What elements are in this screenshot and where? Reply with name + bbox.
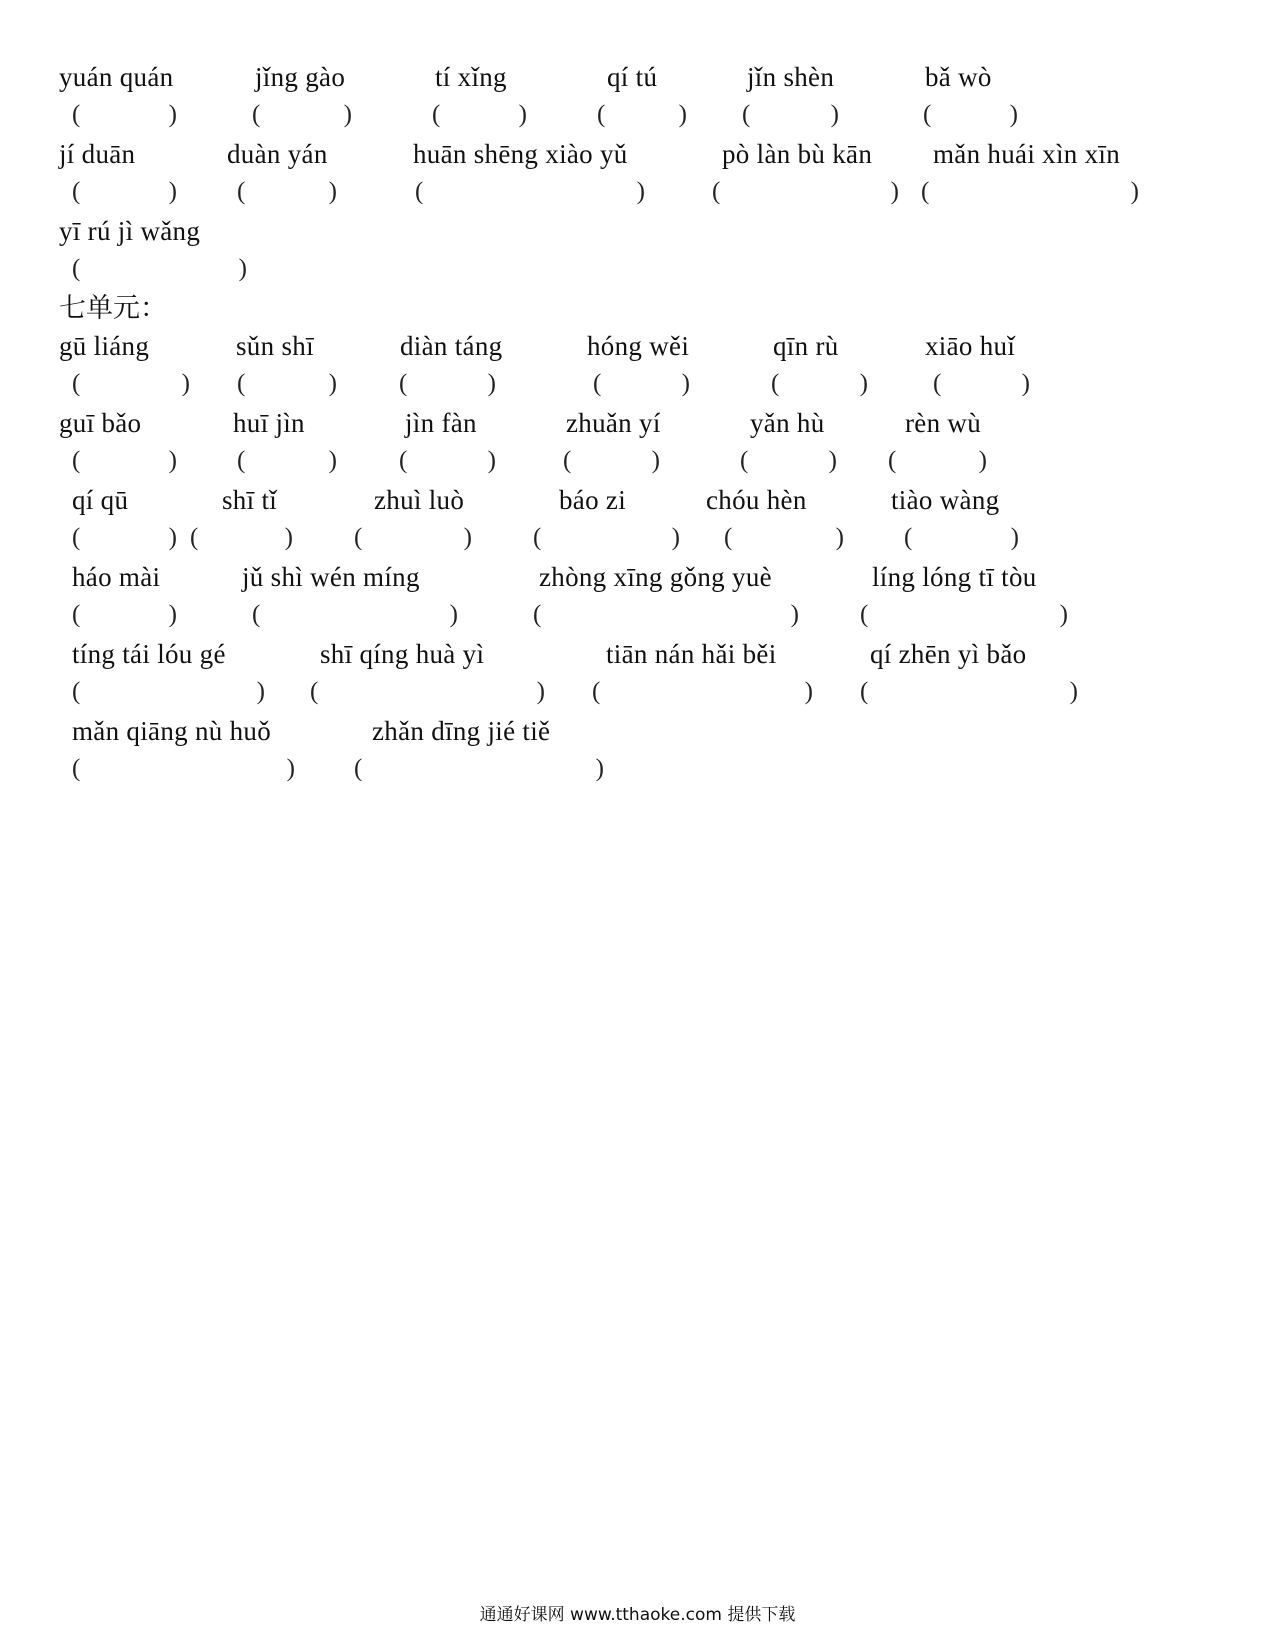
close-paren: ) — [284, 524, 293, 551]
answer-blank[interactable] — [72, 521, 177, 555]
pinyin-text: duàn yán — [227, 139, 328, 169]
pinyin-text: pò làn bù kān — [722, 139, 873, 169]
open-paren: ( — [597, 101, 606, 128]
answer-blank[interactable] — [354, 521, 472, 555]
answer-blank[interactable] — [415, 175, 645, 209]
open-paren: ( — [432, 101, 441, 128]
answer-blank[interactable] — [399, 367, 496, 401]
open-paren: ( — [860, 601, 869, 628]
close-paren: ) — [343, 101, 352, 128]
pinyin-text: sǔn shī — [236, 331, 314, 361]
close-paren: ) — [1010, 524, 1019, 551]
pinyin-text: rèn wù — [905, 408, 982, 438]
close-paren: ) — [168, 101, 177, 128]
answer-blank[interactable] — [593, 367, 690, 401]
open-paren: ( — [354, 755, 363, 782]
close-paren: ) — [238, 255, 247, 282]
answer-blank[interactable] — [771, 367, 868, 401]
open-paren: ( — [923, 101, 932, 128]
close-paren: ) — [595, 755, 604, 782]
answer-blank[interactable] — [237, 367, 337, 401]
open-paren: ( — [72, 447, 81, 474]
close-paren: ) — [651, 447, 660, 474]
answer-blank[interactable] — [72, 675, 265, 709]
open-paren: ( — [252, 101, 261, 128]
unit7-row — [0, 637, 1275, 717]
close-paren: ) — [681, 370, 690, 397]
answer-blank[interactable] — [597, 98, 687, 132]
page-footer: 通通好课网 www.tthaoke.com 提供下载 — [479, 1605, 796, 1625]
answer-blank[interactable] — [72, 367, 190, 401]
pinyin-text: zhǎn dīng jié tiě — [372, 716, 551, 746]
close-paren: ) — [463, 524, 472, 551]
answer-blank[interactable] — [252, 598, 458, 632]
pinyin-text: jǐn shèn — [747, 62, 835, 92]
unit6-row — [0, 214, 1275, 294]
open-paren: ( — [904, 524, 913, 551]
close-paren: ) — [830, 101, 839, 128]
open-paren: ( — [237, 370, 246, 397]
open-paren: ( — [72, 601, 81, 628]
close-paren: ) — [790, 601, 799, 628]
answer-blank[interactable] — [724, 521, 844, 555]
pinyin-text: diàn táng — [400, 331, 503, 361]
open-paren: ( — [252, 601, 261, 628]
pinyin-text: zhuì luò — [374, 485, 465, 515]
pinyin-text: huān shēng xiào yǔ — [413, 139, 628, 169]
open-paren: ( — [72, 178, 81, 205]
open-paren: ( — [563, 447, 572, 474]
pinyin-text: guī bǎo — [59, 408, 142, 438]
answer-blank[interactable] — [860, 675, 1078, 709]
answer-blank[interactable] — [933, 367, 1030, 401]
pinyin-text: tiān nán hǎi běi — [606, 639, 777, 669]
close-paren: ) — [859, 370, 868, 397]
unit7-row — [0, 329, 1275, 409]
close-paren: ) — [168, 524, 177, 551]
close-paren: ) — [671, 524, 680, 551]
pinyin-text: qí qū — [72, 485, 129, 515]
answer-blank[interactable] — [533, 598, 799, 632]
open-paren: ( — [190, 524, 199, 551]
close-paren: ) — [835, 524, 844, 551]
answer-blank[interactable] — [399, 444, 496, 478]
answer-blank[interactable] — [904, 521, 1019, 555]
answer-blank[interactable] — [72, 752, 295, 786]
close-paren: ) — [328, 370, 337, 397]
unit7-row — [0, 406, 1275, 486]
close-paren: ) — [168, 601, 177, 628]
pinyin-text: zhuǎn yí — [566, 408, 661, 438]
open-paren: ( — [415, 178, 424, 205]
close-paren: ) — [487, 370, 496, 397]
open-paren: ( — [237, 447, 246, 474]
pinyin-text: jǐng gào — [255, 62, 346, 92]
pinyin-text: tiào wàng — [891, 485, 1000, 515]
open-paren: ( — [724, 524, 733, 551]
close-paren: ) — [328, 178, 337, 205]
open-paren: ( — [72, 101, 81, 128]
pinyin-text: yī rú jì wǎng — [59, 216, 201, 246]
open-paren: ( — [72, 678, 81, 705]
pinyin-text: chóu hèn — [706, 485, 807, 515]
open-paren: ( — [860, 678, 869, 705]
pinyin-text: bǎ wò — [925, 62, 992, 92]
answer-blank[interactable] — [740, 444, 837, 478]
answer-blank[interactable] — [72, 98, 177, 132]
pinyin-text: huī jìn — [233, 408, 305, 438]
open-paren: ( — [712, 178, 721, 205]
open-paren: ( — [354, 524, 363, 551]
answer-blank[interactable] — [742, 98, 839, 132]
pinyin-text: mǎn huái xìn xīn — [933, 139, 1121, 169]
pinyin-text: yǎn hù — [750, 408, 825, 438]
answer-blank[interactable] — [72, 598, 177, 632]
answer-blank[interactable] — [432, 98, 527, 132]
open-paren: ( — [72, 370, 81, 397]
pinyin-text: qí tú — [607, 62, 658, 92]
open-paren: ( — [72, 255, 81, 282]
answer-blank[interactable] — [712, 175, 899, 209]
pinyin-text: báo zi — [559, 485, 627, 515]
close-paren: ) — [518, 101, 527, 128]
unit7-row — [0, 560, 1275, 640]
open-paren: ( — [310, 678, 319, 705]
answer-blank[interactable] — [860, 598, 1068, 632]
unit7-heading: 七单元： — [59, 293, 167, 324]
close-paren: ) — [1069, 678, 1078, 705]
pinyin-text: hóng wěi — [587, 331, 690, 361]
open-paren: ( — [742, 101, 751, 128]
unit7-row — [0, 483, 1275, 563]
answer-blank[interactable] — [72, 444, 177, 478]
answer-blank[interactable] — [563, 444, 660, 478]
close-paren: ) — [804, 678, 813, 705]
open-paren: ( — [72, 755, 81, 782]
answer-blank[interactable] — [237, 175, 337, 209]
answer-blank[interactable] — [190, 521, 293, 555]
pinyin-text: mǎn qiāng nù huǒ — [72, 716, 272, 746]
answer-blank[interactable] — [310, 675, 545, 709]
open-paren: ( — [533, 524, 542, 551]
close-paren: ) — [536, 678, 545, 705]
pinyin-text: qí zhēn yì bǎo — [870, 639, 1027, 669]
open-paren: ( — [740, 447, 749, 474]
open-paren: ( — [237, 178, 246, 205]
close-paren: ) — [256, 678, 265, 705]
close-paren: ) — [449, 601, 458, 628]
close-paren: ) — [168, 178, 177, 205]
answer-blank[interactable] — [923, 98, 1018, 132]
close-paren: ) — [1009, 101, 1018, 128]
pinyin-text: tí xǐng — [435, 62, 507, 92]
close-paren: ) — [636, 178, 645, 205]
open-paren: ( — [888, 447, 897, 474]
close-paren: ) — [181, 370, 190, 397]
answer-blank[interactable] — [252, 98, 352, 132]
pinyin-text: zhòng xīng gǒng yuè — [539, 562, 772, 592]
pinyin-text: shī tǐ — [222, 485, 278, 515]
open-paren: ( — [72, 524, 81, 551]
pinyin-text: jǔ shì wén míng — [242, 562, 420, 592]
pinyin-text: jí duān — [59, 139, 136, 169]
pinyin-text: jìn fàn — [405, 408, 477, 438]
open-paren: ( — [399, 447, 408, 474]
close-paren: ) — [286, 755, 295, 782]
close-paren: ) — [678, 101, 687, 128]
close-paren: ) — [978, 447, 987, 474]
close-paren: ) — [168, 447, 177, 474]
close-paren: ) — [1059, 601, 1068, 628]
unit6-row — [0, 60, 1275, 140]
unit6-row — [0, 137, 1275, 217]
pinyin-text: gū liáng — [59, 331, 150, 361]
open-paren: ( — [771, 370, 780, 397]
open-paren: ( — [593, 370, 602, 397]
pinyin-text: xiāo huǐ — [925, 331, 1016, 361]
answer-blank[interactable] — [354, 752, 604, 786]
answer-blank[interactable] — [592, 675, 813, 709]
pinyin-text: qīn rù — [773, 331, 839, 361]
open-paren: ( — [399, 370, 408, 397]
answer-blank[interactable] — [888, 444, 987, 478]
pinyin-text: yuán quán — [59, 62, 174, 92]
answer-blank[interactable] — [72, 252, 247, 286]
open-paren: ( — [592, 678, 601, 705]
answer-blank[interactable] — [237, 444, 337, 478]
pinyin-text: shī qíng huà yì — [320, 639, 485, 669]
close-paren: ) — [828, 447, 837, 474]
close-paren: ) — [890, 178, 899, 205]
answer-blank[interactable] — [72, 175, 177, 209]
pinyin-text: tíng tái lóu gé — [72, 639, 226, 669]
pinyin-text: háo mài — [72, 562, 161, 592]
pinyin-text: líng lóng tī tòu — [872, 562, 1037, 592]
unit7-row — [0, 714, 1275, 794]
open-paren: ( — [933, 370, 942, 397]
answer-blank[interactable] — [921, 175, 1139, 209]
open-paren: ( — [533, 601, 542, 628]
open-paren: ( — [921, 178, 930, 205]
close-paren: ) — [1021, 370, 1030, 397]
close-paren: ) — [1130, 178, 1139, 205]
answer-blank[interactable] — [533, 521, 680, 555]
close-paren: ) — [328, 447, 337, 474]
close-paren: ) — [487, 447, 496, 474]
